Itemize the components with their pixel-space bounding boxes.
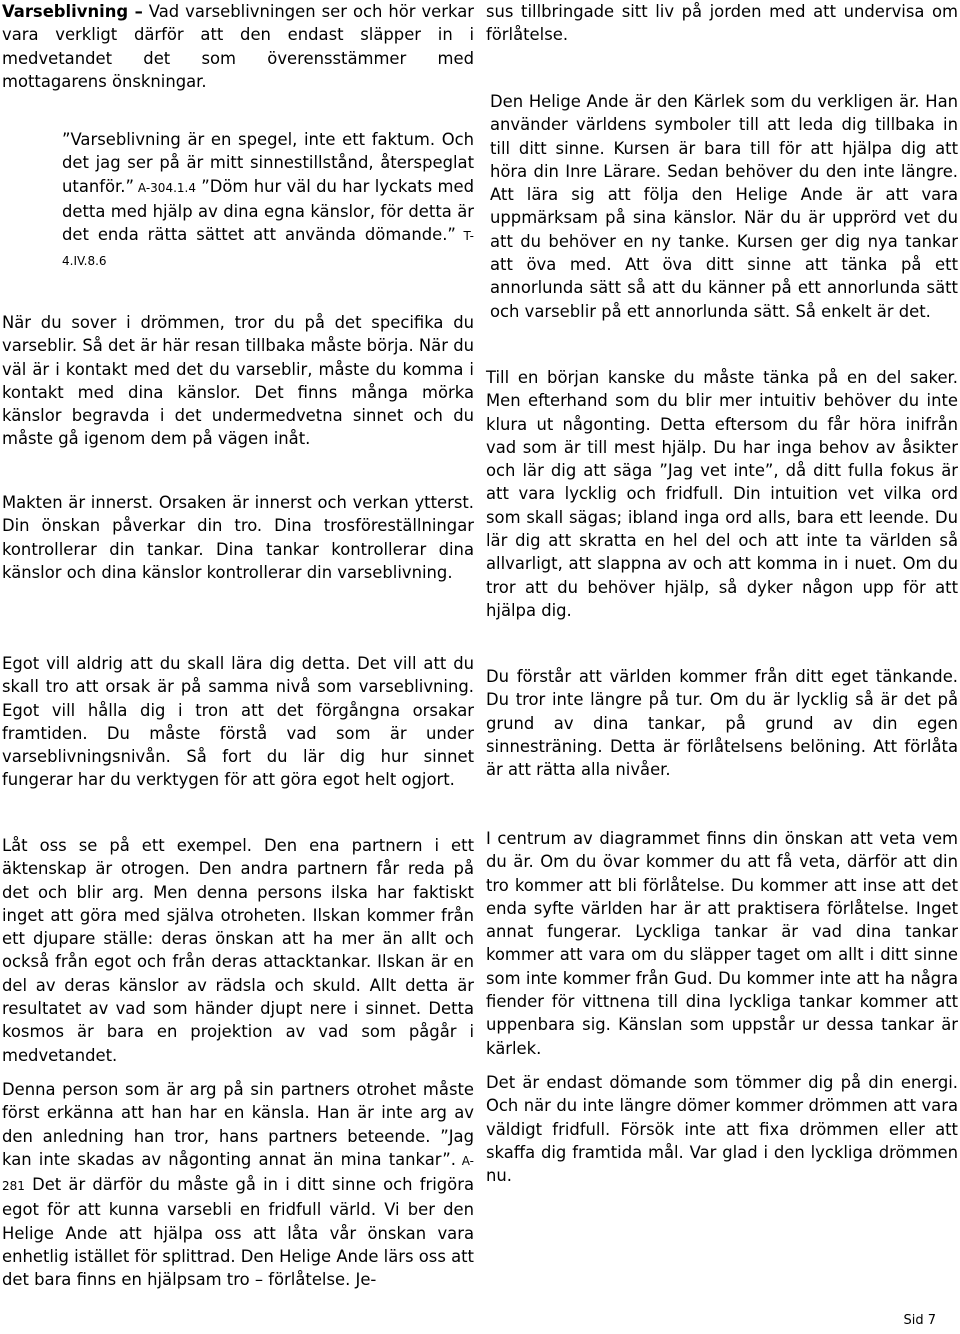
paragraph: Det är endast dömande som tömmer dig på din energi. Och när du inte längre dömer kommer drömmen att vara väldigt fridfull. Försök inte att fixa drömmen eller att skaffa dig framtida mål. Var glad i den lyckliga drömmen nu. bbox=[486, 1073, 958, 1186]
paragraph: sus tillbringade sitt liv på jorden med att undervisa om förlåtelse. bbox=[486, 2, 958, 45]
reference: A-281 bbox=[2, 1153, 474, 1194]
intro-paragraph: Varseblivning – Vad varseblivningen ser och hör verkar vara verkligt därför att den endast släpper in i medvetandet det som överensstämmer med mottagarens önskningar. bbox=[2, 2, 474, 91]
paragraph: I centrum av diagrammet finns din önskan att veta vem du är. Om du övar kommer du att få veta, därför att din tro kommer att bli förlåtelse. Du kommer att inse att det enda syfte världen har är att praktisera förlåtelse. Inget annat fungerar. Lyckliga tankar är vad dina tankar kommer att vara om du släpper taget om allt i ditt sinne som inte kommer från Gud. Du kommer inte att ha några fiender för vittnena till dina lyckliga tankar kommer att uppenbara sig. Känslan som uppstår ur dessa tankar är kärlek. bbox=[486, 829, 958, 1058]
paragraph: Du förstår att världen kommer från ditt eget tänkande. Du tror inte längre på tur. Om du är lycklig så är det på grund av dina tankar, på grund av din egen sinnesträning. Detta är förlåtelsens belöning. Att förlåta är att rätta alla nivåer. bbox=[486, 667, 958, 780]
reference: T-4.IV.8.6 bbox=[62, 229, 475, 269]
paragraph: Den Helige Ande är den Kärlek som du verkligen är. Han använder världens symboler till att leda dig tillbaka in till ditt sinne. Kursen är bara till för att hjälpa dig att höra din Inre Lärare. Sedan behöver du den inte längre. Att lära sig att följa den Helige Ande är att vara uppmärksam på sina känslor. När du är upprörd vet du att du behöver en ny tanke. Kursen ger dig nya tankar att öva med. Att öva ditt sinne att tänka på ett annorlunda sätt så att du känner på ett annorlunda sätt och varseblir på ett annorlunda sätt. Så enkelt är det. bbox=[490, 92, 958, 321]
reference: A-304.1.4 bbox=[133, 180, 196, 195]
paragraph: Till en början kanske du måste tänka på en del saker. Men efterhand som du blir mer intuitiv behöver du inte klura ut någonting. Detta eftersom du får höra inifrån vad som är till mest hjälp. Du har inga behov av åsikter och lär dig att säga ”Jag vet inte”, då ditt fulla fokus är att vara lycklig och fridfull. Din intuition vet vilka ord som skall sägas; ibland inga ord alls, bara ett leende. Du lär dig att skratta en hel del och att inte ta världen så allvarligt, att slappna av och att komma in i nuet. Om du tror att du behöver hjälp, så dyker någon upp för att hjälpa dig. bbox=[486, 368, 958, 620]
quote-block: ”Varseblivning är en spegel, inte ett faktum. Och det jag ser på är mitt sinnestillstånd, återspeglat utanför.” A-304.1.4 ”Döm hur väl du har lyckats med detta med hjälp av dina egna känslor, för detta är det enda rätta sättet att använda dömande.” T-4.IV.8.6 bbox=[62, 130, 475, 269]
paragraph: Denna person som är arg på sin partners otrohet måste först erkänna att han har en känsla. Han är inte arg av den anledning han tror, hans partners beteende. ”Jag kan inte skadas av någonting annat än mina tankar”. A-281 Det är därför du måste gå in i ditt sinne och frigöra egot för att kunna varsebli en fridfull värld. Vi ber den Helige Ande att hjälpa oss att låta vår önskan vara enhetlig istället för splittrad. Den Helige Ande lärs oss att det bara finns en hjälpsam tro – förlåtelse. Je- bbox=[2, 1080, 474, 1290]
page-number: Sid 7 bbox=[903, 1312, 936, 1328]
paragraph: Låt oss se på ett exempel. Den ena partnern i ett äktenskap är otrogen. Den andra partnern får reda på det och blir arg. Men denna persons ilska har faktiskt inget att göra med själva otroheten. Ilskan kommer från ett djupare ställe: deras önskan att ha mer än allt och också från egot och från deras attacktankar. Ilskan är en del av deras känslor av rädsla och skuld. Allt detta är resultatet av vad som händer djupt nere i sinnet. Detta kosmos är bara en projektion av vad som pågår i medvetandet. bbox=[2, 836, 474, 1065]
lead-term: Varseblivning – bbox=[2, 2, 143, 21]
paragraph: Egot vill aldrig att du skall lära dig detta. Det vill att du skall tro att orsak är på samma nivå som varseblivning. Egot vill hålla dig i tron att det förgångna orsakar framtiden. Du måste förstå vad som är under varseblivningsnivån. Så fort du lär dig hur sinnet fungerar har du verktygen för att göra egot helt ogjort. bbox=[2, 654, 474, 790]
paragraph: När du sover i drömmen, tror du på det specifika du varseblir. Så det är här resan tillbaka måste börja. När du väl är i kontakt med det du varseblir, måste du komma i kontakt med dina känslor. Det finns många mörka känslor begravda i det undermedvetna sinnet och du måste gå igenom dem på vägen inåt. bbox=[2, 313, 474, 449]
paragraph: Makten är innerst. Orsaken är innerst och verkan ytterst. Din önskan påverkar din tro. Dina trosföreställningar kontrollerar din tankar. Dina tankar kontrollerar dina känslor och dina känslor kontrollerar din varseblivning. bbox=[2, 493, 474, 582]
